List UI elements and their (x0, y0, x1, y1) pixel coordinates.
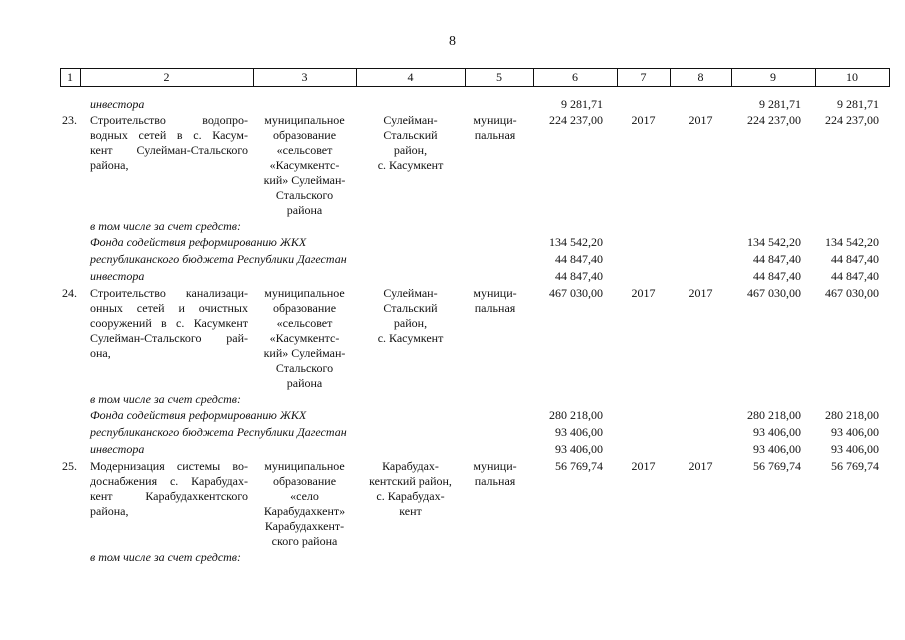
cost-value: 93 406,00 (753, 425, 801, 439)
including-label: в том числе за счет средств: (90, 550, 242, 564)
owner: образование (272, 474, 337, 488)
start-year: 2017 (631, 113, 656, 127)
object-name: района, (90, 158, 129, 172)
header-col-9: 9 (770, 70, 776, 84)
owner: образование (272, 301, 337, 315)
cost-value: 44 847,40 (753, 252, 801, 266)
cost-value: 280 218,00 (747, 408, 801, 422)
end-year: 2017 (688, 113, 713, 127)
row-number: 23. (62, 113, 77, 127)
property-form: пальная (474, 474, 516, 488)
object-name: водных сетей в с. Касум- (90, 128, 248, 142)
cost-value: 44 847,40 (555, 269, 603, 283)
cost-value: 9 281,71 (561, 97, 603, 111)
property-form: муници- (473, 113, 517, 127)
header-col-4: 4 (407, 70, 414, 84)
end-year: 2017 (688, 286, 713, 300)
header-divider (889, 68, 890, 86)
source-label: республиканского бюджета Республики Дагестан (90, 252, 347, 266)
cost-value: 280 218,00 (825, 408, 879, 422)
object-name: кент Карабудахкентского (90, 489, 248, 503)
object-name: она, (90, 346, 111, 360)
header-col-1: 1 (67, 70, 73, 84)
cost-value: 44 847,40 (753, 269, 801, 283)
location: с. Касумкент (377, 331, 444, 345)
cost-value: 93 406,00 (753, 442, 801, 456)
owner: муниципальное (264, 459, 345, 473)
header-col-3: 3 (301, 70, 308, 84)
cost-value: 56 769,74 (555, 459, 603, 473)
owner: муниципальное (264, 286, 345, 300)
cost-value: 9 281,71 (759, 97, 801, 111)
owner: Карабудахкент- (264, 519, 345, 533)
object-name: Строительство водопро- (90, 113, 248, 127)
owner: образование (272, 128, 337, 142)
object-name: Строительство канализаци- (90, 286, 248, 300)
cost-value: 280 218,00 (549, 408, 603, 422)
cost-value: 134 542,20 (825, 235, 879, 249)
start-year: 2017 (631, 286, 656, 300)
cost-value: 467 030,00 (549, 286, 603, 300)
owner: района (286, 203, 323, 217)
including-label: в том числе за счет средств: (90, 219, 242, 233)
source-label: Фонда содействия реформированию ЖКХ (90, 408, 307, 422)
row-number: 25. (62, 459, 77, 473)
object-name: Модернизация системы во- (90, 459, 248, 473)
source-label: инвестора (90, 269, 145, 283)
cost-value: 56 769,74 (753, 459, 801, 473)
owner: муниципальное (264, 113, 345, 127)
source-label: инвестора (90, 97, 145, 111)
end-year: 2017 (688, 459, 713, 473)
cost-value: 224 237,00 (549, 113, 603, 127)
owner: района (286, 376, 323, 390)
cost-value: 44 847,40 (555, 252, 603, 266)
cost-value: 467 030,00 (825, 286, 879, 300)
owner: «Касумкентс- (269, 158, 340, 172)
location: Карабудах- (382, 459, 439, 473)
property-form: пальная (474, 128, 516, 142)
location: Сулейман- (383, 113, 438, 127)
cost-value: 134 542,20 (747, 235, 801, 249)
page-number: 8 (449, 34, 456, 49)
owner: «сельсовет (276, 143, 333, 157)
start-year: 2017 (631, 459, 656, 473)
cost-value: 93 406,00 (831, 442, 879, 456)
property-form: муници- (473, 286, 517, 300)
owner: Стальского (275, 188, 334, 202)
location: район, (393, 143, 428, 157)
source-label: республиканского бюджета Республики Дагестан (90, 425, 347, 439)
owner: Стальского (275, 361, 334, 375)
owner: «сельсовет (276, 316, 333, 330)
header-col-7: 7 (640, 70, 647, 84)
header-bottom-rule (60, 86, 890, 87)
location: с. Карабудах- (376, 489, 445, 503)
object-name: онных сетей и очистных (90, 301, 248, 315)
owner: кий» Сулейман- (263, 173, 346, 187)
header-col-6: 6 (572, 70, 578, 84)
cost-value: 93 406,00 (831, 425, 879, 439)
location: район, (393, 316, 428, 330)
owner: «село (290, 489, 319, 503)
header-col-2: 2 (163, 70, 170, 84)
header-col-8: 8 (697, 70, 704, 84)
header-col-10: 10 (846, 70, 858, 84)
row-number: 24. (62, 286, 77, 300)
location: кентский район, (369, 474, 452, 488)
including-label: в том числе за счет средств: (90, 392, 242, 406)
object-name: доснабжения с. Карабудах- (90, 474, 248, 488)
cost-value: 44 847,40 (831, 252, 879, 266)
object-name: Сулейман-Стальского рай- (90, 331, 248, 345)
property-form: муници- (473, 459, 517, 473)
owner: ского района (271, 534, 338, 548)
property-form: пальная (474, 301, 516, 315)
cost-value: 224 237,00 (747, 113, 801, 127)
location: Сулейман- (383, 286, 438, 300)
location: кент (399, 504, 422, 518)
cost-value: 56 769,74 (831, 459, 879, 473)
cost-value: 93 406,00 (555, 425, 603, 439)
cost-value: 467 030,00 (747, 286, 801, 300)
location: Стальский (383, 301, 438, 315)
header-col-5: 5 (496, 70, 502, 84)
cost-value: 44 847,40 (831, 269, 879, 283)
owner: «Касумкентс- (269, 331, 340, 345)
cost-value: 134 542,20 (549, 235, 603, 249)
cost-value: 224 237,00 (825, 113, 879, 127)
owner: Карабудахкент» (263, 504, 346, 518)
location: с. Касумкент (377, 158, 444, 172)
source-label: Фонда содействия реформированию ЖКХ (90, 235, 307, 249)
object-name: района, (90, 504, 129, 518)
cost-value: 93 406,00 (555, 442, 603, 456)
source-label: инвестора (90, 442, 145, 456)
cost-value: 9 281,71 (837, 97, 879, 111)
owner: кий» Сулейман- (263, 346, 346, 360)
location: Стальский (383, 128, 438, 142)
header-top-rule (60, 68, 890, 69)
object-name: кент Сулейман-Стальского (90, 143, 248, 157)
object-name: сооружений в с. Касумкент (90, 316, 248, 330)
